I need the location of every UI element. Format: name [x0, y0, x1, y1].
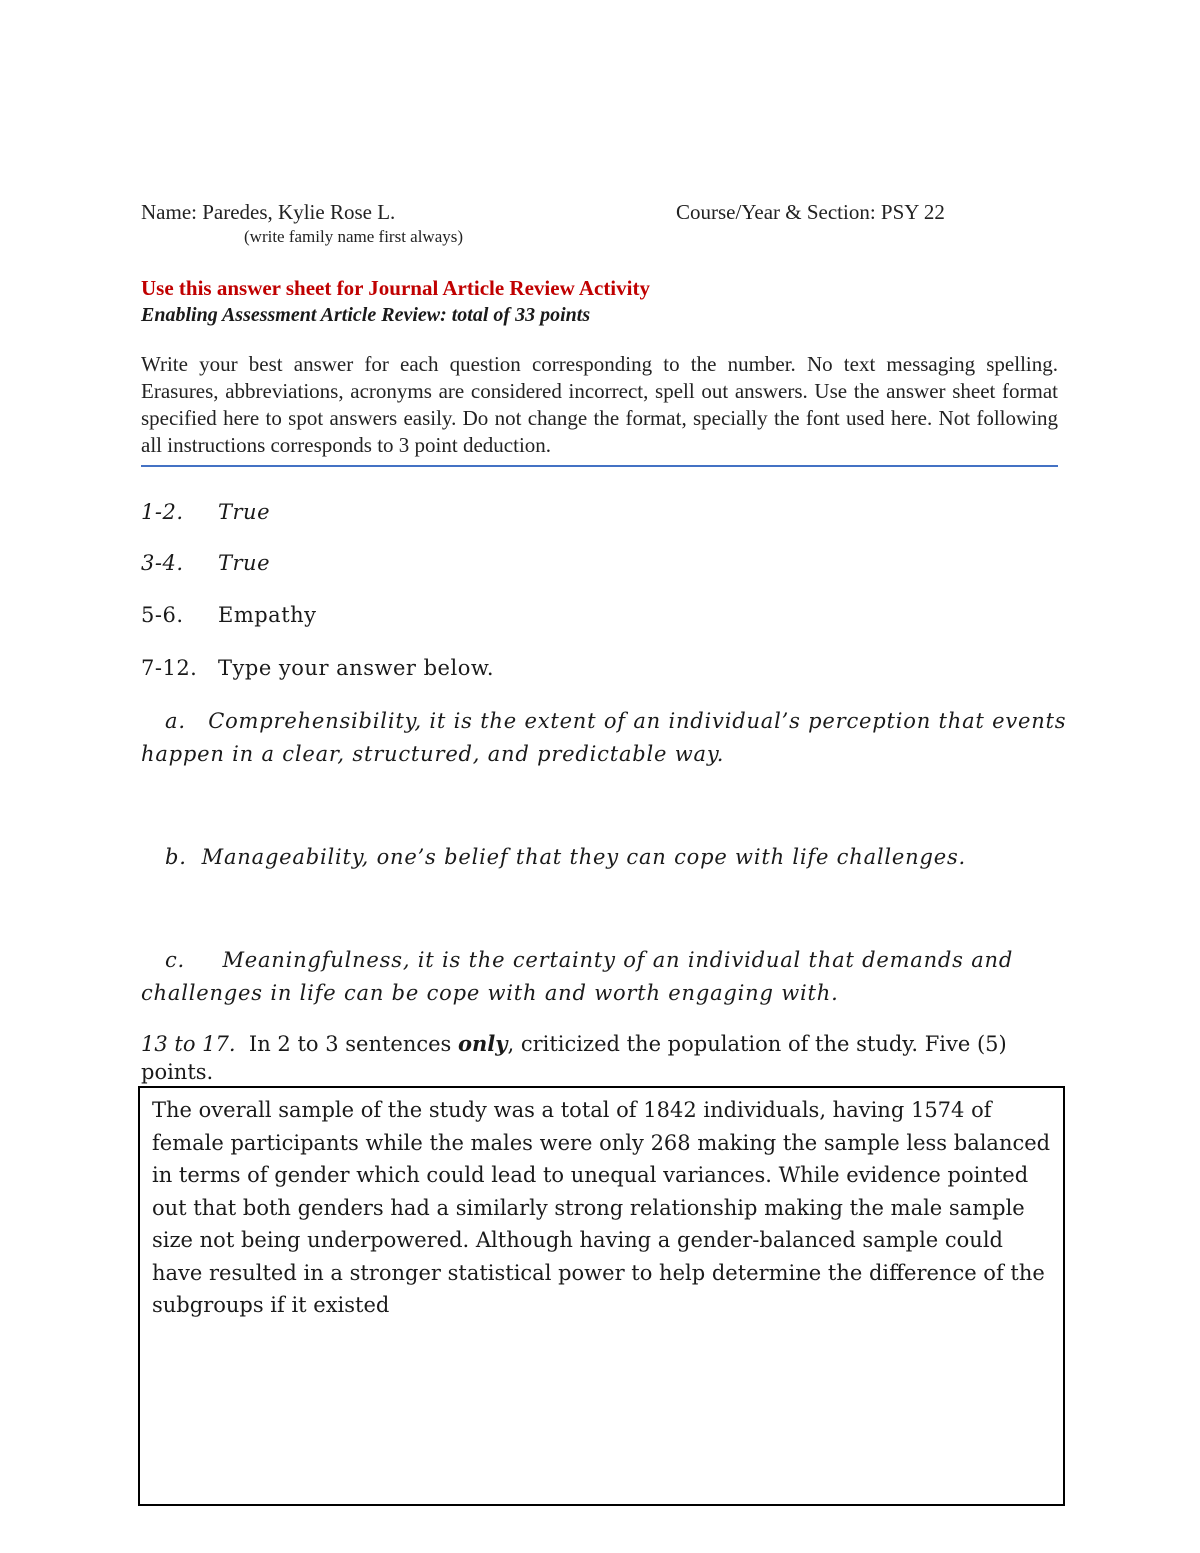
- sub-answer-a: [141, 705, 1081, 771]
- answer-number: 1-2.: [141, 500, 184, 524]
- sub-answer-letter: a.: [165, 709, 186, 733]
- page-title: Use this answer sheet for Journal Article Review Activity: [141, 276, 650, 300]
- sub-answer-text: Manageability, one’s belief that they can cope with life challenges.: [201, 845, 967, 869]
- sub-answer-text: Comprehensibility, it is the extent of an individual’s perception that events happen in a clear, structured, and predictable way.: [141, 709, 1067, 766]
- sub-answer-c: [141, 944, 1081, 1010]
- answer-value: True: [218, 500, 270, 524]
- divider-line: [141, 465, 1058, 467]
- question-emphasis: only: [458, 1031, 508, 1056]
- sub-answer-letter: c.: [165, 948, 186, 972]
- sub-answer-b: [141, 841, 1081, 874]
- sub-answer-letter: b.: [165, 845, 187, 869]
- answer-number: 5-6.: [141, 603, 184, 627]
- student-name: Name: Paredes, Kylie Rose L.: [141, 200, 396, 224]
- question-text-before: In 2 to 3 sentences: [248, 1032, 452, 1056]
- instructions-paragraph: Write your best answer for each question corresponding to the number. No text messaging spelling. Erasures, abbreviations, acronyms are considered incorrect, spell out answers. Use the answer sheet format specified here to spot answers easily. Do not change the format, specially the font used here. Not following all instructions corresponds to 3 point deduction.: [141, 352, 1058, 457]
- course-section: Course/Year & Section: PSY 22: [676, 200, 945, 224]
- question-text-after: , criticized the population of the study. Five (5) points.: [141, 1032, 1007, 1084]
- answer-number: 7-12.: [141, 656, 198, 680]
- answer-value: Type your answer below.: [218, 656, 494, 680]
- question-number: 13 to 17.: [141, 1032, 236, 1056]
- question-13-17: [141, 1030, 1058, 1086]
- name-note: (write family name first always): [244, 227, 464, 246]
- sub-answer-text: Meaningfulness, it is the certainty of an individual that demands and challenges in life can be cope with and worth engaging with.: [141, 948, 1014, 1005]
- essay-answer-text: The overall sample of the study was a total of 1842 individuals, having 1574 of female participants while the males were only 268 making the sample less balanced in terms of gender which could lead to unequal variances. While evidence pointed out that both genders had a similarly strong relationship making the male sample size not being underpowered. Although having a gender-balanced sample could have resulted in a stronger statistical power to help determine the difference of the subgroups if it existed: [152, 1098, 1051, 1317]
- page-subtitle: Enabling Assessment Article Review: total of 33 points: [141, 304, 591, 326]
- answer-number: 3-4.: [141, 551, 184, 575]
- essay-answer-box[interactable]: [138, 1086, 1065, 1506]
- answer-value: True: [218, 551, 270, 575]
- answer-value: Empathy: [218, 603, 317, 627]
